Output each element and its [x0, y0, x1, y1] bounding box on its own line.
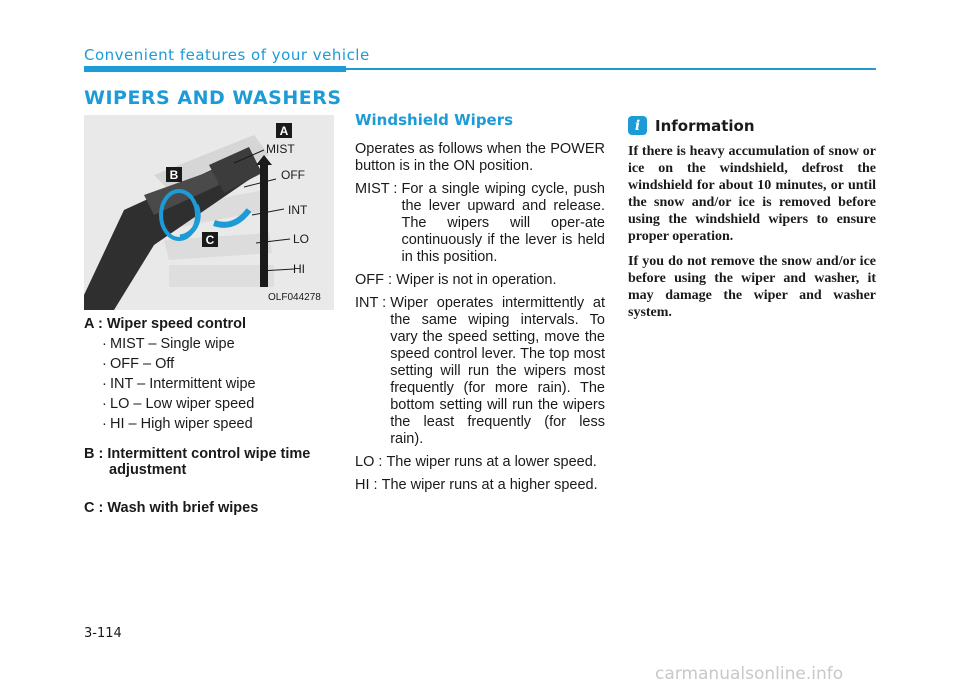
def-term: LO : — [355, 454, 387, 470]
label-lo: LO — [293, 232, 310, 246]
callout-b-label: B — [169, 168, 179, 182]
legend-a-item-text: INT – Intermittent wipe — [110, 376, 256, 392]
information-paragraph: If you do not remove the snow and/or ice before using the wiper and washer, it may damage the wiper and washer system. — [628, 254, 876, 320]
legend-b-line2: adjustment — [109, 462, 187, 478]
wipers-intro: Operates as follows when the POWER button is in the ON position. — [355, 141, 605, 174]
def-desc: The wiper runs at a higher speed. — [381, 477, 598, 493]
information-paragraph: If there is heavy accumulation of snow or ice on the windshield, defrost the windshield for about 10 minutes, or until the snow and/or ice is removed before using the windshield wipers to ensure proper operation. — [628, 144, 876, 244]
legend-a-item: · LO – Low wiper speed — [102, 396, 255, 412]
label-hi: HI — [293, 262, 305, 276]
label-int: INT — [288, 203, 308, 217]
legend-a-item-text: OFF – Off — [110, 356, 175, 372]
def-desc: Wiper is not in operation. — [396, 272, 557, 288]
label-off: OFF — [281, 168, 305, 182]
def-mist — [355, 181, 605, 266]
information-title: Information — [655, 116, 755, 135]
def-desc: Wiper operates intermittently at the same wiping intervals. To vary the speed setting, move the speed control lever. The top most setting will run the wipers most frequently (for more rain). The bottom setting will run the wipers the least frequently (for less rain). — [390, 295, 605, 447]
legend-b-line1: B : Intermittent control wipe time — [84, 446, 311, 462]
legend-a-item-text: MIST – Single wipe — [110, 336, 235, 352]
legend-a-item: · MIST – Single wipe — [102, 336, 235, 352]
def-int — [355, 295, 605, 448]
header-bar-thin — [346, 68, 876, 70]
watermark: carmanualsonline.info — [655, 664, 844, 684]
def-desc: For a single wiping cycle, push the lever upward and release. The wipers will oper-ate continuously if the lever is held in this position. — [401, 181, 605, 265]
def-term: MIST : — [355, 181, 402, 197]
label-mist: MIST — [266, 142, 295, 156]
wiper-lever-illustration — [84, 115, 334, 310]
wiper-lever-figure — [84, 115, 334, 310]
def-lo — [355, 454, 605, 471]
section-title: WIPERS AND WASHERS — [84, 87, 342, 109]
def-term: INT : — [355, 295, 391, 311]
legend-a-item: · HI – High wiper speed — [102, 416, 253, 432]
def-desc: The wiper runs at a lower speed. — [386, 454, 597, 470]
wipers-subtitle: Windshield Wipers — [355, 111, 514, 129]
information-box — [628, 116, 876, 329]
page-number: 3-114 — [84, 626, 122, 641]
def-off — [355, 272, 605, 289]
running-header: Convenient features of your vehicle — [84, 46, 370, 64]
callout-a-label: A — [279, 124, 289, 138]
legend-a-item: · INT – Intermittent wipe — [102, 376, 256, 392]
figure-legend — [84, 316, 339, 516]
def-term: OFF : — [355, 272, 397, 288]
legend-a-item-text: LO – Low wiper speed — [110, 396, 255, 412]
def-hi — [355, 477, 605, 494]
legend-c-title: C : Wash with brief wipes — [84, 500, 259, 516]
def-term: HI : — [355, 477, 382, 493]
windshield-wipers-section — [355, 112, 605, 500]
info-icon: i — [628, 116, 647, 135]
lever-ghost-bottom — [169, 265, 274, 287]
figure-code: OLF044278 — [268, 292, 321, 303]
header-bar-thick — [84, 66, 346, 72]
information-header — [628, 116, 876, 135]
legend-a-item-text: HI – High wiper speed — [110, 416, 253, 432]
legend-a-title: A : Wiper speed control — [84, 316, 247, 332]
callout-c-label: C — [205, 233, 215, 247]
legend-a-item: · OFF – Off — [102, 356, 175, 372]
